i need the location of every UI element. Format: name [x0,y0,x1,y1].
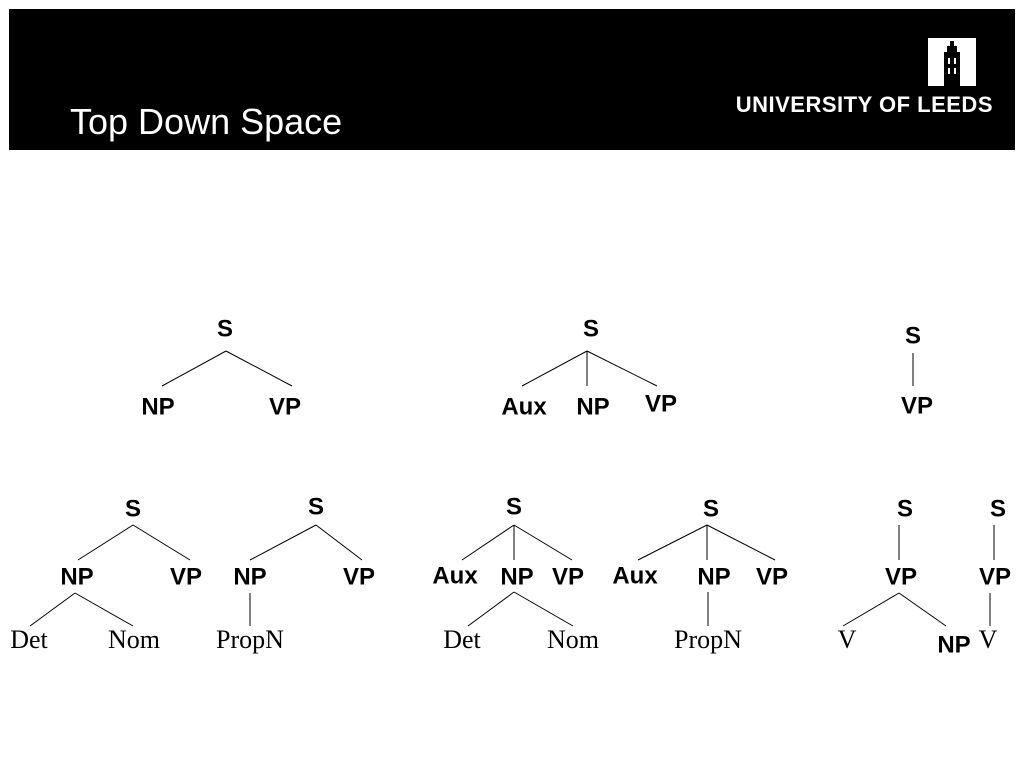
tree-node-s: S [702,495,720,523]
tree-node-s: S [582,315,600,343]
tree-edge [75,593,133,626]
tree-edge [133,525,190,560]
tree-node-v: V [837,624,857,654]
tree-node-np: NP [500,563,534,591]
tree-node-np: NP [141,393,175,421]
tree-node-s: S [989,495,1007,523]
tree-node-np: NP [576,393,610,421]
parse-tree-t2 [501,315,677,420]
tree-node-propn: PropN [216,624,284,654]
tree-node-s: S [896,495,914,523]
tree-node-det: Det [443,624,481,654]
tree-node-vp: VP [268,393,302,421]
tree-node-vp: VP [342,563,376,591]
tree-node-aux: Aux [432,562,478,590]
tree-node-vp: VP [978,563,1012,591]
tree-node-vp: VP [169,563,203,591]
tree-node-s: S [904,322,922,350]
tree-node-v: V [978,624,998,654]
tree-node-vp: VP [755,563,789,591]
parse-tree-t5 [216,493,375,654]
tree-node-vp: VP [884,563,918,591]
parse-tree-t9 [979,495,1011,654]
parse-tree-t3 [901,322,933,419]
tree-node-nom: Nom [108,624,160,654]
tree-node-aux: Aux [612,562,658,590]
parse-tree-t1 [141,315,301,420]
tree-node-vp: VP [551,563,585,591]
tree-edge [468,592,514,626]
parse-tree-t8 [838,495,971,658]
tree-node-s: S [505,493,523,521]
tree-edge [899,593,946,626]
tree-edge [638,525,707,560]
parse-tree-t7 [612,495,788,654]
tree-node-s: S [124,495,142,523]
tree-edge [843,593,899,626]
tree-node-det: Det [10,624,48,654]
tree-node-np: NP [697,563,731,591]
tree-node-np: NP [233,563,267,591]
tree-edge [462,525,514,560]
tree-edge [30,593,75,626]
tree-edge [162,351,226,386]
tree-node-vp: VP [900,392,934,420]
tree-edge [316,525,362,560]
parse-tree-t6 [432,493,599,654]
tree-node-propn: PropN [674,624,742,654]
tree-edge [522,351,587,386]
tree-node-aux: Aux [501,393,547,421]
tree-node-s: S [216,315,234,343]
tree-edge [587,351,657,386]
tree-node-np: NP [60,563,94,591]
tree-node-nom: Nom [547,624,599,654]
tree-edge [514,525,572,560]
tree-edge [250,525,316,560]
tree-node-np: NP [937,631,971,659]
tree-edge [78,525,133,560]
slide-title: Top Down Space [70,101,343,142]
tree-node-s: S [307,493,325,521]
university-name: UNIVERSITY OF LEEDS [735,92,993,117]
parse-tree-t4 [10,495,202,654]
tree-edge [514,592,573,626]
tree-edge [226,351,292,386]
tree-edge [707,525,775,560]
tree-node-vp: VP [644,390,678,418]
